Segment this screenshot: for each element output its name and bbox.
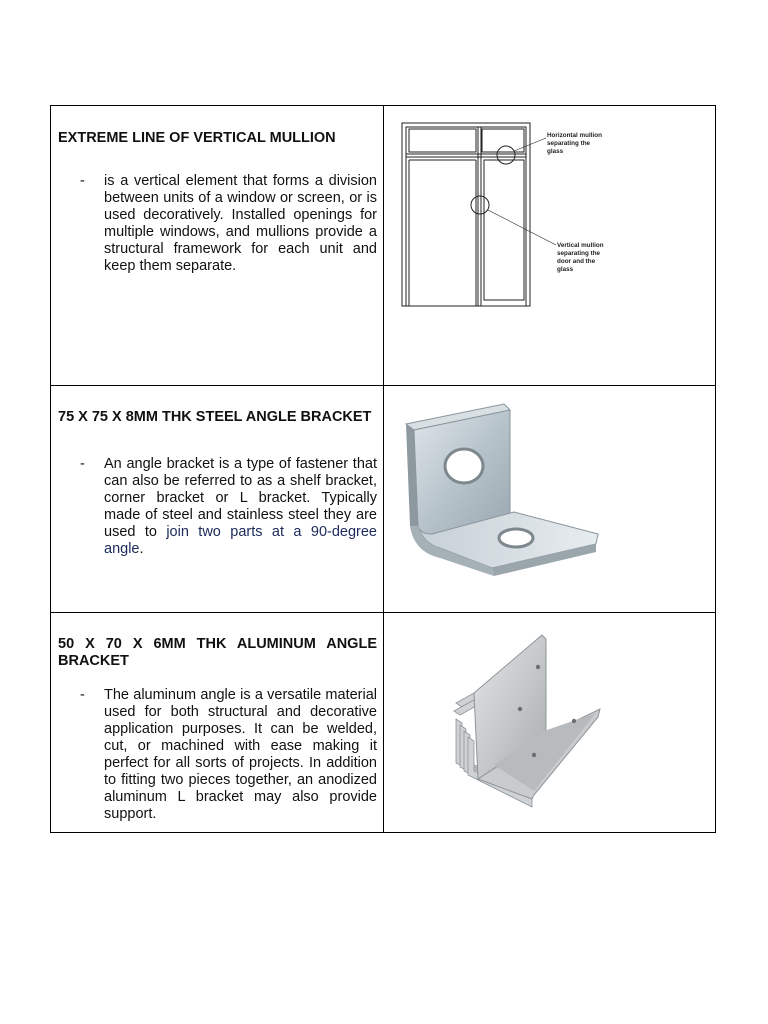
text-cell xyxy=(51,613,384,833)
bullet-item xyxy=(58,173,377,275)
text-cell xyxy=(51,106,384,386)
figure-cell xyxy=(384,386,716,613)
bullet-dash: - xyxy=(80,687,85,703)
row-heading: 50 X 70 X 6MM THK ALUMINUM ANGLE BRACKET xyxy=(58,636,377,669)
bullet-text: The aluminum angle is a versatile material used for both structural and decorative application purposes. It can be welded, cut, or machined with ease making it perfect for all sorts of projects. In addition to fitting two pieces together, an anodized aluminum L bracket may also provide support. xyxy=(104,687,377,822)
bullet-text: is a vertical element that forms a division between units of a window or screen, or is used decoratively. Installed openings for multiple windows, and mullions provide a structural framework for each unit and keep them separate. xyxy=(104,173,377,274)
figure-cell xyxy=(384,106,716,386)
callout-circle-vertical xyxy=(471,196,489,214)
bullet-dash: - xyxy=(80,456,85,472)
bullet-item xyxy=(58,687,377,823)
spec-table xyxy=(50,105,716,833)
transom-pane-left xyxy=(409,129,476,152)
figure-cell xyxy=(384,613,716,833)
steel-angle-bracket-image xyxy=(384,386,716,607)
text-cell xyxy=(51,386,384,613)
bullet-dash: - xyxy=(80,173,85,189)
label-horizontal-mullion: Horizontal mullion separating the glass xyxy=(547,132,602,155)
bullet-item xyxy=(58,456,377,558)
label-vertical-mullion: Vertical mullion separating the door and the glass xyxy=(557,242,604,273)
transom-pane-right xyxy=(482,129,524,152)
door-panel xyxy=(484,160,524,300)
window-outer-frame xyxy=(402,123,530,306)
table-row xyxy=(51,386,716,613)
row-heading: 75 X 75 X 8MM THK STEEL ANGLE BRACKET xyxy=(58,409,372,425)
bullet-text: An angle bracket is a type of fastener that can also be referred to as a shelf bracket, corner bracket or L bracket. Typically made of steel and stainless steel they are used to join two parts at a 90-degree angle. xyxy=(104,456,377,557)
callout-circle-horizontal xyxy=(497,146,515,164)
aluminum-angle-brackets-image xyxy=(384,613,716,827)
table-row xyxy=(51,106,716,386)
mullion-diagram xyxy=(384,106,716,380)
table-row xyxy=(51,613,716,833)
row-heading: EXTREME LINE OF VERTICAL MULLION xyxy=(58,130,336,146)
